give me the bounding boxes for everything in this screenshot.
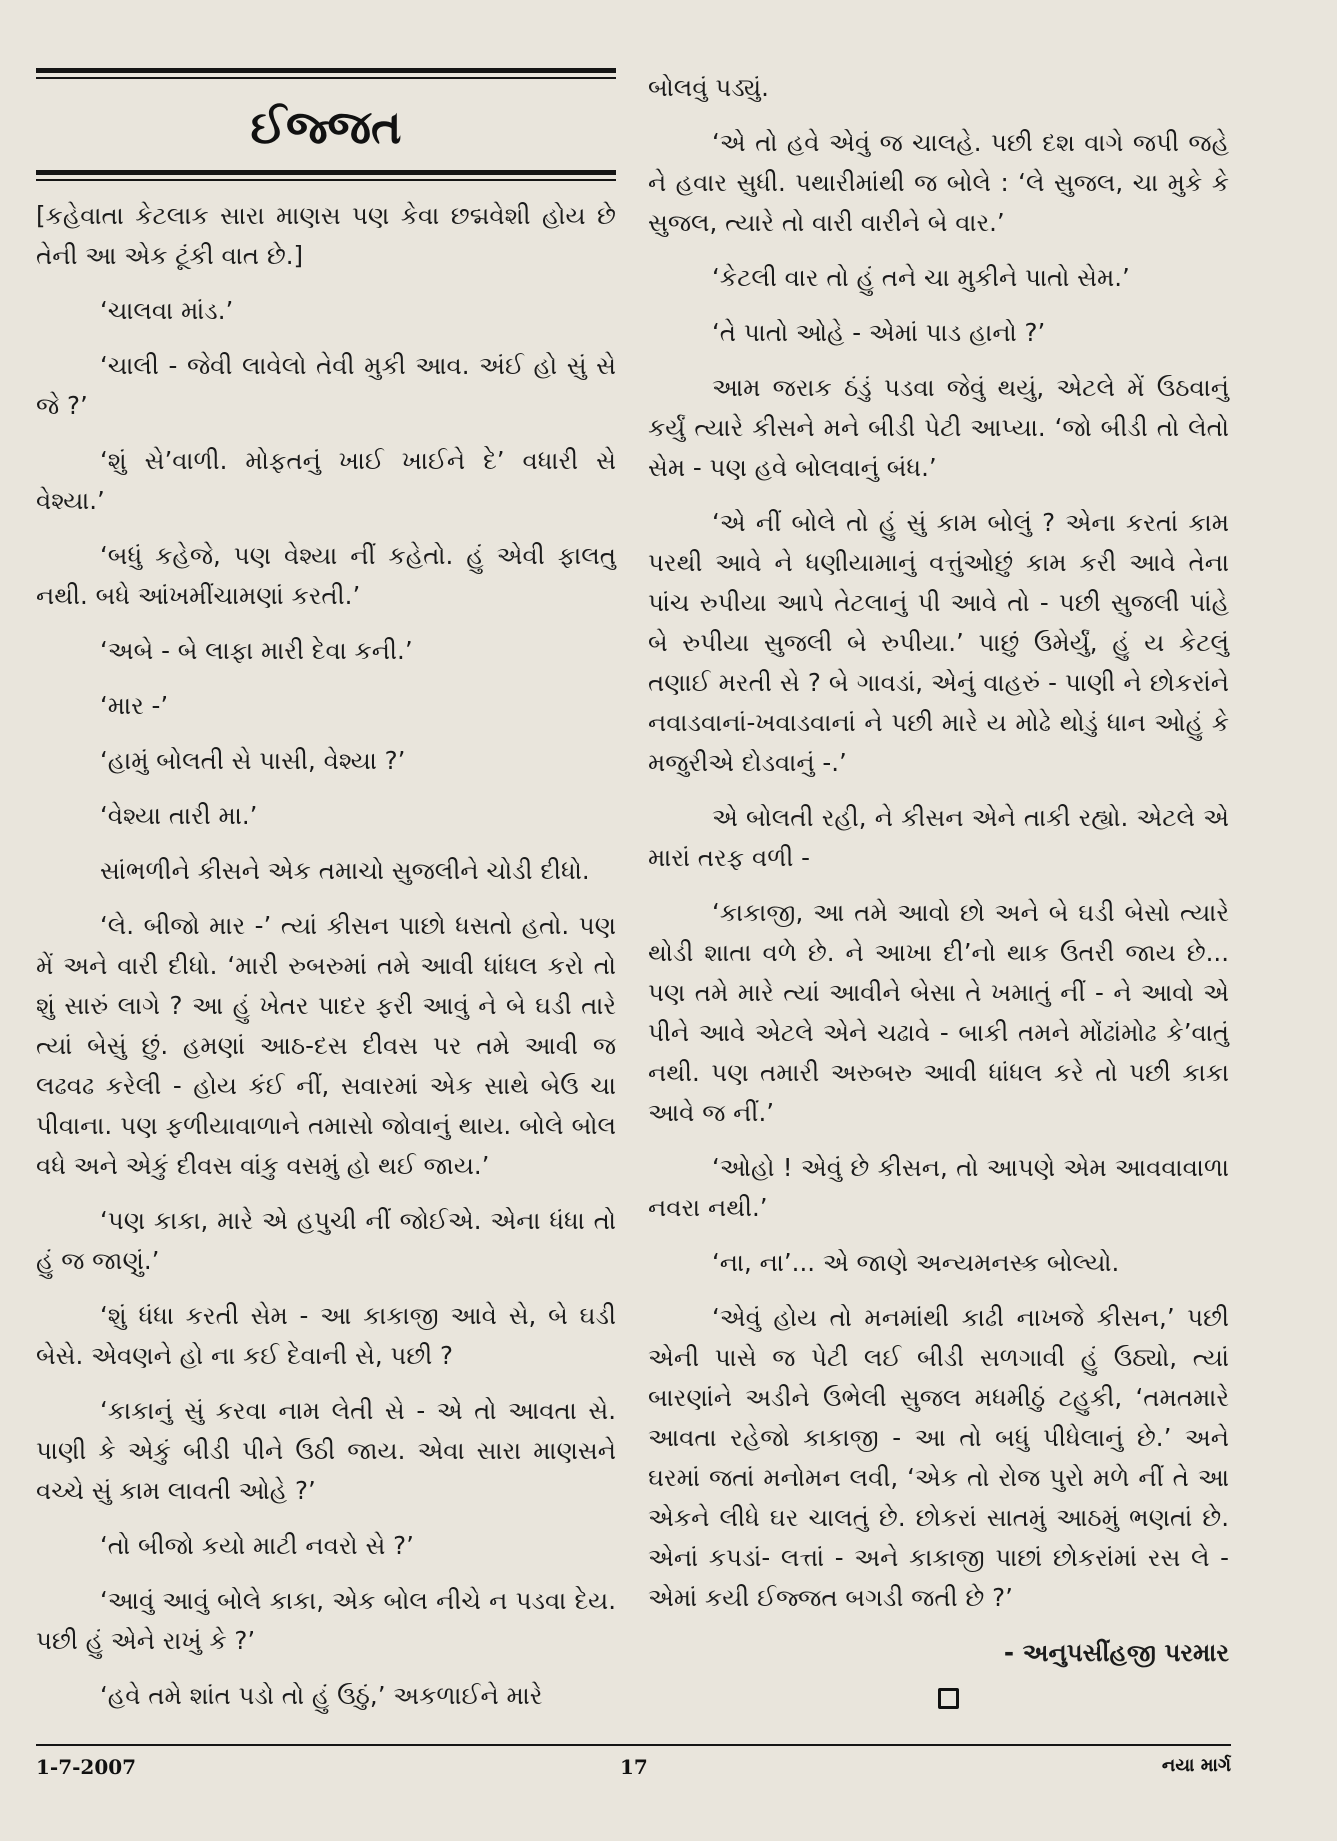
left-paragraph: ‘અબે - બે લાફા મારી દેવા કની.’	[100, 636, 413, 665]
left-paragraph: ‘પણ કાકા, મારે એ હપુચી નીં જોઈએ. એના ધંધા તો હું જ જાણું.’	[36, 1206, 616, 1275]
title-rule-bottom	[36, 170, 616, 175]
left-paragraph: ‘તો બીજો કયો માટી નવરો સે ?’	[100, 1531, 414, 1560]
right-paragraph: ‘ઓહો ! એવું છે કીસન, તો આપણે એમ આવવાવાળા નવરા નથી.’	[648, 1153, 1229, 1222]
left-paragraph: ‘માર -’	[100, 691, 169, 720]
left-paragraph: ‘શું ધંધા કરતી સેમ - આ કાકાજી આવે સે, બે ઘડી બેસે. એવણને હો ના કઈ દેવાની સે, પછી ?	[36, 1301, 616, 1370]
right-paragraph: ‘ના, ના’... એ જાણે અન્યમનસ્ક બોલ્યો.	[712, 1248, 1120, 1277]
footer-page-number: 17	[620, 1755, 648, 1779]
title-rule-top-thin	[36, 77, 616, 79]
article-title: ઈજ્જત	[250, 100, 402, 154]
left-paragraph: ‘શું સે’વાળી. મોફતનું ખાઈ ખાઈને દે’ વધારી સે વેશ્યા.’	[36, 446, 616, 515]
left-paragraph: ‘આવું આવું બોલે કાકા, એક બોલ નીચે ન પડવા દેય. પછી હું એને રાખું કે ?’	[36, 1586, 616, 1655]
title-rule-bottom-thin	[36, 179, 616, 181]
right-paragraph: ‘એ નીં બોલે તો હું સું કામ બોલું ? એના કરતાં કામ પરથી આવે ને ધણીયામાનું વત્તુંઓછું કામ કરી આવે તેના પાંચ રુપીયા આપે તેટલાનું પી આવે તો - પછી સુજલી પાંહે બે રુપીયા સુજલી બે રુપીયા.’ પાછું ઉમેર્યું, હું ય કેટલું તણાઈ મરતી સે ? બે ગાવડાં, એનું વાહરું - પાણી ને છોકરાંને નવાડવાનાં-ખવાડવાનાં ને પછી મારે ય મોઢે થોડું ધાન ઓહું કે મજુરીએ દોડવાનું -.’	[648, 508, 1229, 777]
left-paragraph: [કહેવાતા કેટલાક સારા માણસ પણ કેવા છદ્મવેશી હોય છે તેની આ એક ટૂંકી વાત છે.]	[36, 201, 616, 270]
footer-publication: નયા માર્ગ	[1161, 1755, 1231, 1776]
left-paragraph: ‘બધું કહેજે, પણ વેશ્યા નીં કહેતો. હું એવી ફાલતુ નથી. બધે આંખમીંચામણાં કરતી.’	[36, 541, 616, 610]
title-rule-top	[36, 68, 616, 73]
right-paragraph: એ બોલતી રહી, ને કીસન એને તાકી રહ્યો. એટલે એ મારાં તરફ વળી -	[648, 803, 1229, 872]
footer-rule	[36, 1744, 1231, 1746]
article-column-right	[648, 68, 1229, 1709]
left-paragraph: ‘લે. બીજો માર -’ ત્યાં કીસન પાછો ધસતો હતો. પણ મેં અને વારી દીધો. ‘મારી રુબરુમાં તમે આવી ધાંધલ કરો તો શું સારું લાગે ? આ હું ખેતર પાદર ફરી આવું ને બે ઘડી તારે ત્યાં બેસું છું. હમણાં આઠ-દસ દીવસ પર તમે આવી જ લઢવઢ કરેલી - હોય કંઈ નીં, સવારમાં એક સાથે બેઉ ચા પીવાના. પણ ફળીયાવાળાને તમાસો જોવાનું થાય. બોલે બોલ વધે અને એકું દીવસ વાંકુ વસમું હો થઈ જાય.’	[36, 911, 616, 1180]
right-paragraph: બોલવું પડ્યું.	[648, 73, 769, 102]
left-paragraph: ‘ચાલી - જેવી લાવેલો તેવી મુકી આવ. અંઈ હો સું સે જે ?’	[36, 351, 616, 420]
right-paragraph: આમ જરાક ઠંડું પડવા જેવું થયું, એટલે મેં ઉઠવાનું કર્યું ત્યારે કીસને મને બીડી પેટી આપ્યા. ‘જો બીડી તો લેતો સેમ - પણ હવે બોલવાનું બંધ.’	[648, 373, 1229, 482]
left-paragraph: ‘કાકાનું સું કરવા નામ લેતી સે - એ તો આવતા સે. પાણી કે એકું બીડી પીને ઉઠી જાય. એવા સારા માણસને વચ્ચે સું કામ લાવતી ઓહે ?’	[36, 1396, 616, 1505]
left-paragraph: ‘હવે તમે શાંત પડો તો હું ઉઠું,’ અકળાઈને મારે	[100, 1681, 543, 1710]
end-mark-icon	[938, 1688, 959, 1709]
right-paragraph: ‘એ તો હવે એવું જ ચાલહે. પછી દશ વાગે જપી જહે ને હવાર સુધી. પથારીમાંથી જ બોલે : ‘લે સુજલ, ચા મુકે કે સુજલ, ત્યારે તો વારી વારીને બે વાર.’	[648, 128, 1229, 237]
right-paragraph: ‘એવું હોય તો મનમાંથી કાઢી નાખજે કીસન,’ પછી એની પાસે જ પેટી લઈ બીડી સળગાવી હું ઉઠ્યો, ત્યાં બારણાંને અડીને ઉભેલી સુજલ મધમીઠું ટહુકી, ‘તમતમારે આવતા રહેજો કાકાજી - આ તો બધું પીધેલાનું છે.’ અને ઘરમાં જતાં મનોમન લવી, ‘એક તો રોજ પુરો મળે નીં તે આ એકને લીધે ઘર ચાલતું છે. છોકરાં સાતમું આઠમું ભણતાં છે. એનાં કપડાં- લત્તાં - અને કાકાજી પાછાં છોકરાંમાં રસ લે - એમાં કયી ઈજ્જત બગડી જતી છે ?’	[648, 1303, 1229, 1612]
article-column-left	[36, 196, 616, 1731]
right-paragraph: ‘કાકાજી, આ તમે આવો છો અને બે ઘડી બેસો ત્યારે થોડી શાતા વળે છે. ને આખા દી’નો થાક ઉતરી જાય છે... પણ તમે મારે ત્યાં આવીને બેસા તે ખમાતું નીં - ને આવો એ પીને આવે એટલે એને ચઢાવે - બાકી તમને મોંઢાંમોઢ કે’વાતું નથી. પણ તમારી અરુબરુ આવી ધાંધલ કરે તો પછી કાકા આવે જ નીં.’	[648, 898, 1229, 1127]
right-paragraph: ‘તે પાતો ઓહે - એમાં પાડ હાનો ?’	[712, 318, 1046, 347]
left-paragraph: ‘હામું બોલતી સે પાસી, વેશ્યા ?’	[100, 746, 406, 775]
left-paragraph: સાંભળીને કીસને એક તમાચો સુજલીને ચોડી દીધો.	[100, 856, 590, 885]
footer-date: 1-7-2007	[36, 1755, 137, 1779]
left-paragraph: ‘ચાલવા માંડ.’	[100, 296, 234, 325]
right-paragraph: ‘કેટલી વાર તો હું તને ચા મુકીને પાતો સેમ.’	[712, 263, 1130, 292]
author-byline: - અનુપસીંહજી પરમાર	[1003, 1638, 1229, 1667]
left-paragraph: ‘વેશ્યા તારી મા.’	[100, 801, 258, 830]
